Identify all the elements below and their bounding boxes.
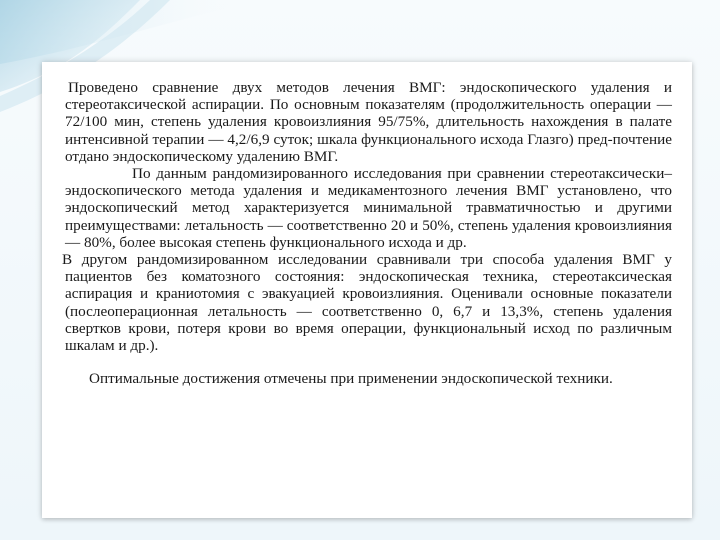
paragraph-three-methods: В другом рандомизированном исследовании сравнивали три способа удаления ВМГ у пациентов без коматозного состояния: эндоскопическая техника, стереотаксическая аспирация и краниотомия с эвакуацией кровоизлияния. Оценивали основные показатели (послеоперационная летальность — соответственно 0, 6,7 и 13,3%, степень удаления свертков крови, потеря крови во время операции, функциональный исход по различным шкалам и др.). [62, 251, 672, 355]
slide-text-block [62, 79, 672, 388]
paragraph-randomized-study: По данным рандомизированного исследования при сравнении стереотаксически–эндоскопического метода удаления и медикаментозного лечения ВМГ установлено, что эндоскопический метод характеризуется минимальной травматичностью и другими преимуществами: летальность — соответственно 20 и 50%, степень удаления кровоизлияния — 80%, более высокая степень функционального исхода и др. [65, 165, 672, 251]
paragraph-comparison-methods: Проведено сравнение двух методов лечения ВМГ: эндоскопического удаления и стереотаксической аспирации. По основным показателям (продолжительность операции — 72/100 мин, степень удаления кровоизлияния 95/75%, длительность нахождения в палате интенсивной терапии — 4,2/6,9 суток; шкала функционального исхода Глазго) пред-почтение отдано эндоскопическому удалению ВМГ. [65, 79, 672, 165]
paragraph-conclusion: Оптимальные достижения отмечены при применении эндоскопической техники. [89, 370, 613, 388]
